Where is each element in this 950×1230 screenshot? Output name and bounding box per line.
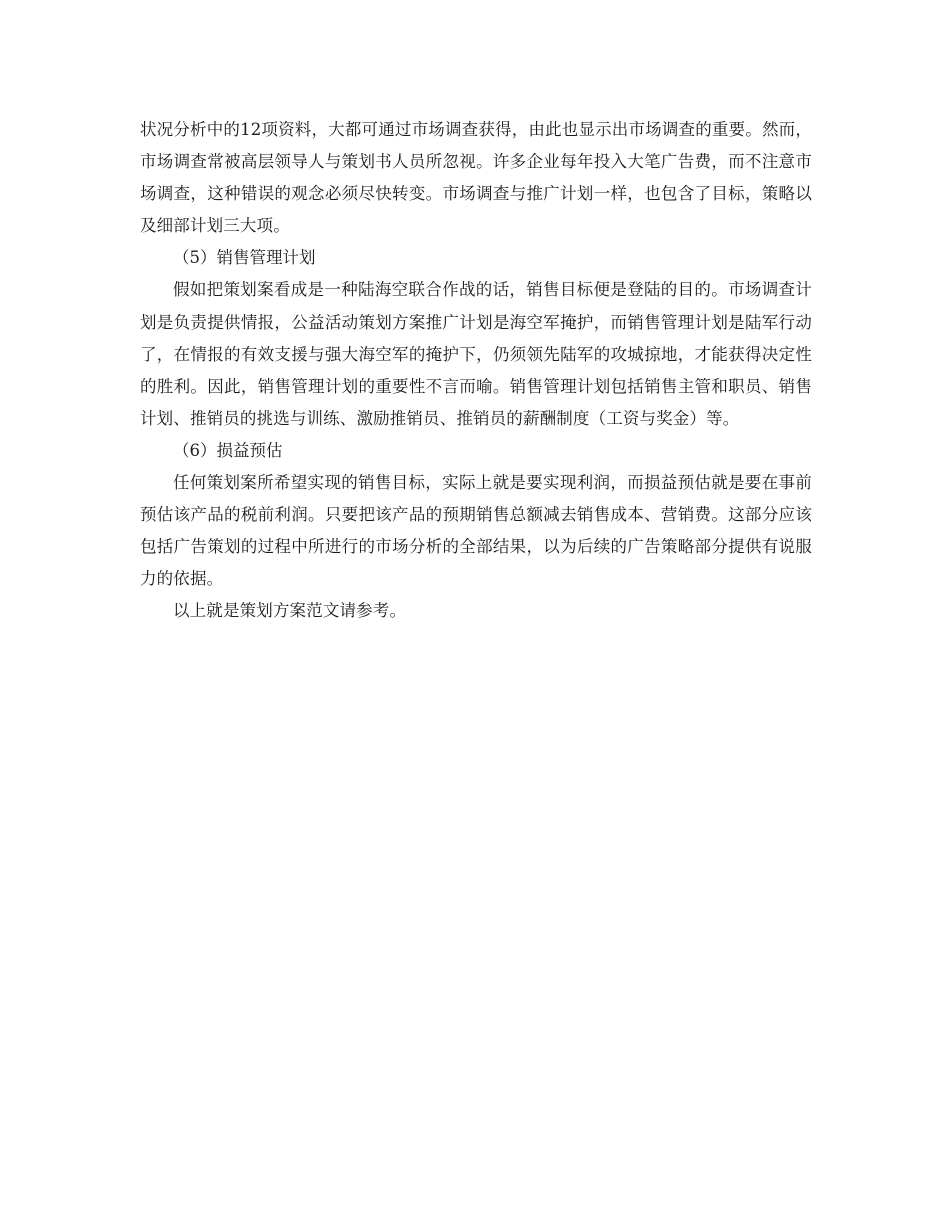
document-body (140, 114, 812, 628)
paragraph-profit-loss-estimate: 任何策划案所希望实现的销售目标，实际上就是要实现利润，而损益预估就是要在事前预估该产品的税前利润。只要把该产品的预期销售总额减去销售成本、营销费。这部分应该包括广告策划的过程中所进行的市场分析的全部结果，以为后续的广告策略部分提供有说服力的依据。 (140, 473, 812, 589)
section-heading-profit-loss-estimate: （6）损益预估 (173, 440, 283, 460)
paragraph-market-research: 状况分析中的12项资料，大都可通过市场调查获得，由此也显示出市场调查的重要。然而，市场调查常被高层领导人与策划书人员所忽视。许多企业每年投入大笔广告费，而不注意市场调查，这种错误的观念必须尽快转变。市场调查与推广计划一样，也包含了目标，策略以及细部计划三大项。 (140, 120, 812, 236)
paragraph-closing: 以上就是策划方案范文请参考。 (173, 601, 407, 621)
paragraph-sales-management: 假如把策划案看成是一种陆海空联合作战的话，销售目标便是登陆的目的。市场调查计划是负责提供情报，公益活动策划方案推广计划是海空军掩护，而销售管理计划是陆军行动了，在情报的有效支援与强大海空军的掩护下，仍须领先陆军的攻城掠地，才能获得决定性的胜利。因此，销售管理计划的重要性不言而喻。销售管理计划包括销售主管和职员、销售计划、推销员的挑选与训练、激励推销员、推销员的薪酬制度（工资与奖金）等。 (140, 280, 812, 428)
section-heading-sales-management: （5）销售管理计划 (173, 248, 316, 268)
